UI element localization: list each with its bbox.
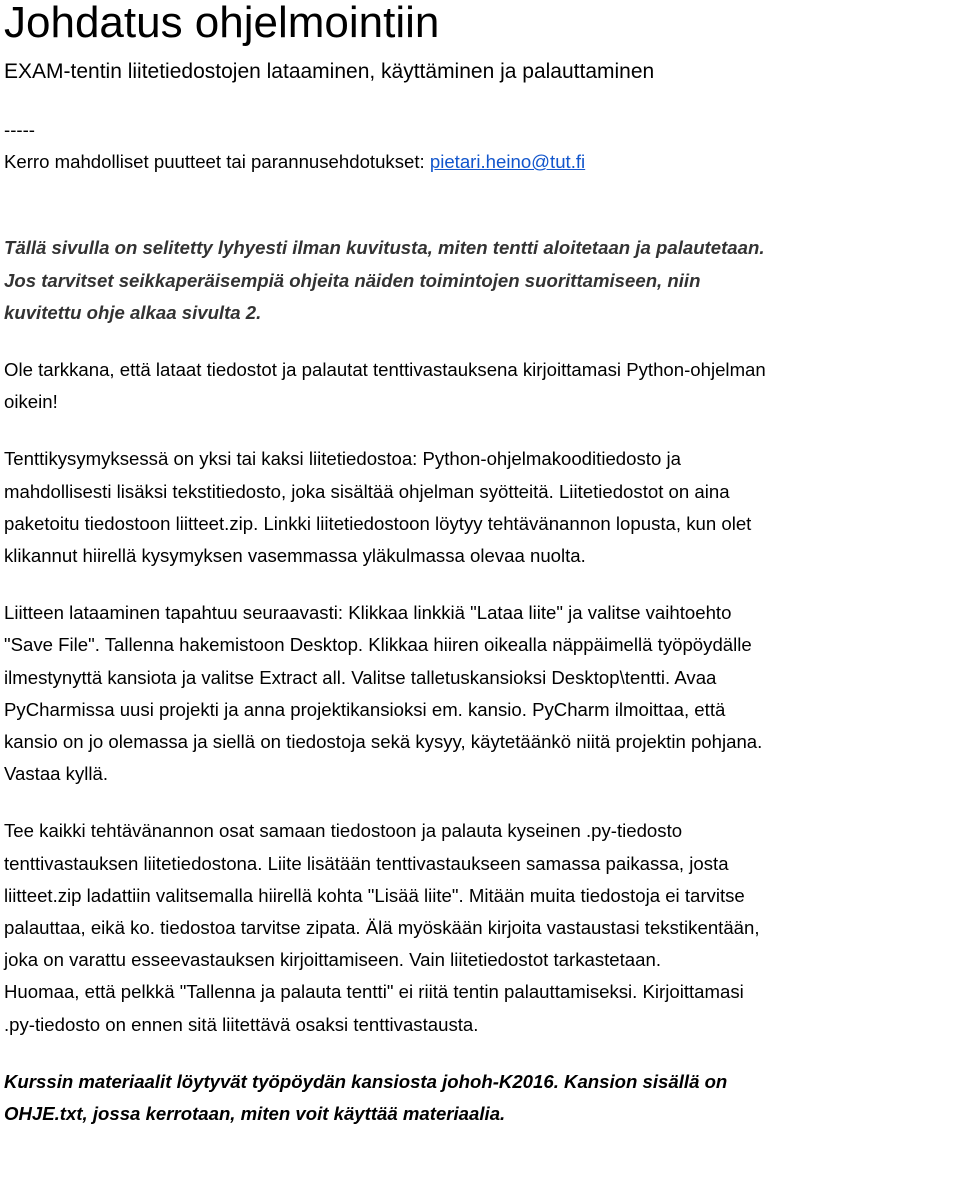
materials-line: OHJE.txt, jossa kerrotaan, miten voit käyttää materiaalia. (4, 1103, 506, 1125)
download-line: Vastaa kyllä. (4, 763, 109, 785)
feedback-section (4, 114, 960, 178)
attachments-paragraph (4, 443, 960, 572)
intro-line: Tällä sivulla on selitetty lyhyesti ilman kuvitusta, miten tentti aloitetaan ja palautetaan. (4, 237, 765, 259)
materials-line: Kurssin materiaalit löytyvät työpöydän kansiosta johoh-K2016. Kansion sisällä on (4, 1070, 728, 1092)
submit-line: Huomaa, että pelkkä "Tallenna ja palauta tentti" ei riitä tentin palauttamiseksi. Kirjoittamasi (4, 981, 744, 1003)
feedback-text: Kerro mahdolliset puutteet tai parannusehdotukset: (4, 151, 430, 173)
intro-paragraph (4, 232, 960, 329)
attachments-line: mahdollisesti lisäksi tekstitiedosto, joka sisältää ohjelman syötteitä. Liitetiedostot on aina (4, 480, 730, 502)
download-line: PyCharmissa uusi projekti ja anna projektikansioksi em. kansio. PyCharm ilmoittaa, että (4, 698, 726, 720)
submit-paragraph (4, 815, 960, 1040)
intro-line: Jos tarvitset seikkaperäisempiä ohjeita näiden toimintojen suorittamiseen, niin (4, 269, 701, 291)
feedback-line (4, 146, 960, 178)
separator-line: ----- (4, 119, 35, 140)
submit-line: Tee kaikki tehtävänannon osat samaan tiedostoon ja palauta kyseinen .py-tiedosto (4, 820, 683, 842)
download-paragraph (4, 597, 960, 790)
page-subtitle: EXAM-tentin liitetiedostojen lataaminen, käyttäminen ja palauttaminen (4, 60, 655, 83)
submit-line: palauttaa, eikä ko. tiedostoa tarvitse zipata. Älä myöskään kirjoita vastaustasi tekstikentään, (4, 917, 760, 939)
document-page (4, 0, 960, 1130)
materials-paragraph (4, 1066, 960, 1130)
download-line: ilmestynyttä kansiota ja valitse Extract all. Valitse talletuskansioksi Desktop\tentti. Avaa (4, 666, 717, 688)
attachments-line: paketoitu tiedostoon liitteet.zip. Linkki liitetiedostoon löytyy tehtävänannon lopusta, kun olet (4, 512, 752, 534)
intro-line: kuvitettu ohje alkaa sivulta 2. (4, 301, 262, 323)
attachments-line: Tenttikysymyksessä on yksi tai kaksi liitetiedostoa: Python-ohjelmakooditiedosto ja (4, 448, 681, 470)
careful-paragraph (4, 354, 960, 418)
submit-line: liitteet.zip ladattiin valitsemalla hiirellä kohta "Lisää liite". Mitään muita tiedostoja ei tarvitse (4, 884, 745, 906)
download-line: kansio on jo olemassa ja siellä on tiedostoja sekä kysyy, käytetäänkö niitä projektin pohjana. (4, 731, 763, 753)
feedback-email-link[interactable]: pietari.heino@tut.fi (429, 151, 586, 173)
careful-line: Ole tarkkana, että lataat tiedostot ja palautat tenttivastauksena kirjoittamasi Python-ohjelman (4, 359, 766, 381)
submit-line: joka on varattu esseevastauksen kirjoittamiseen. Vain liitetiedostot tarkastetaan. (4, 949, 661, 971)
attachments-line: klikannut hiirellä kysymyksen vasemmassa yläkulmassa olevaa nuolta. (4, 545, 586, 567)
download-line: "Save File". Tallenna hakemistoon Desktop. Klikkaa hiiren oikealla näppäimellä työpöydälle (4, 634, 752, 656)
submit-line: .py-tiedosto on ennen sitä liitettävä osaksi tenttivastausta. (4, 1013, 479, 1035)
careful-line: oikein! (4, 391, 58, 413)
submit-line: tenttivastauksen liitetiedostona. Liite lisätään tenttivastaukseen samassa paikassa, josta (4, 852, 729, 874)
page-title: Johdatus ohjelmointiin (4, 0, 440, 47)
download-line: Liitteen lataaminen tapahtuu seuraavasti: Klikkaa linkkiä "Lataa liite" ja valitse vaihtoehto (4, 602, 732, 624)
